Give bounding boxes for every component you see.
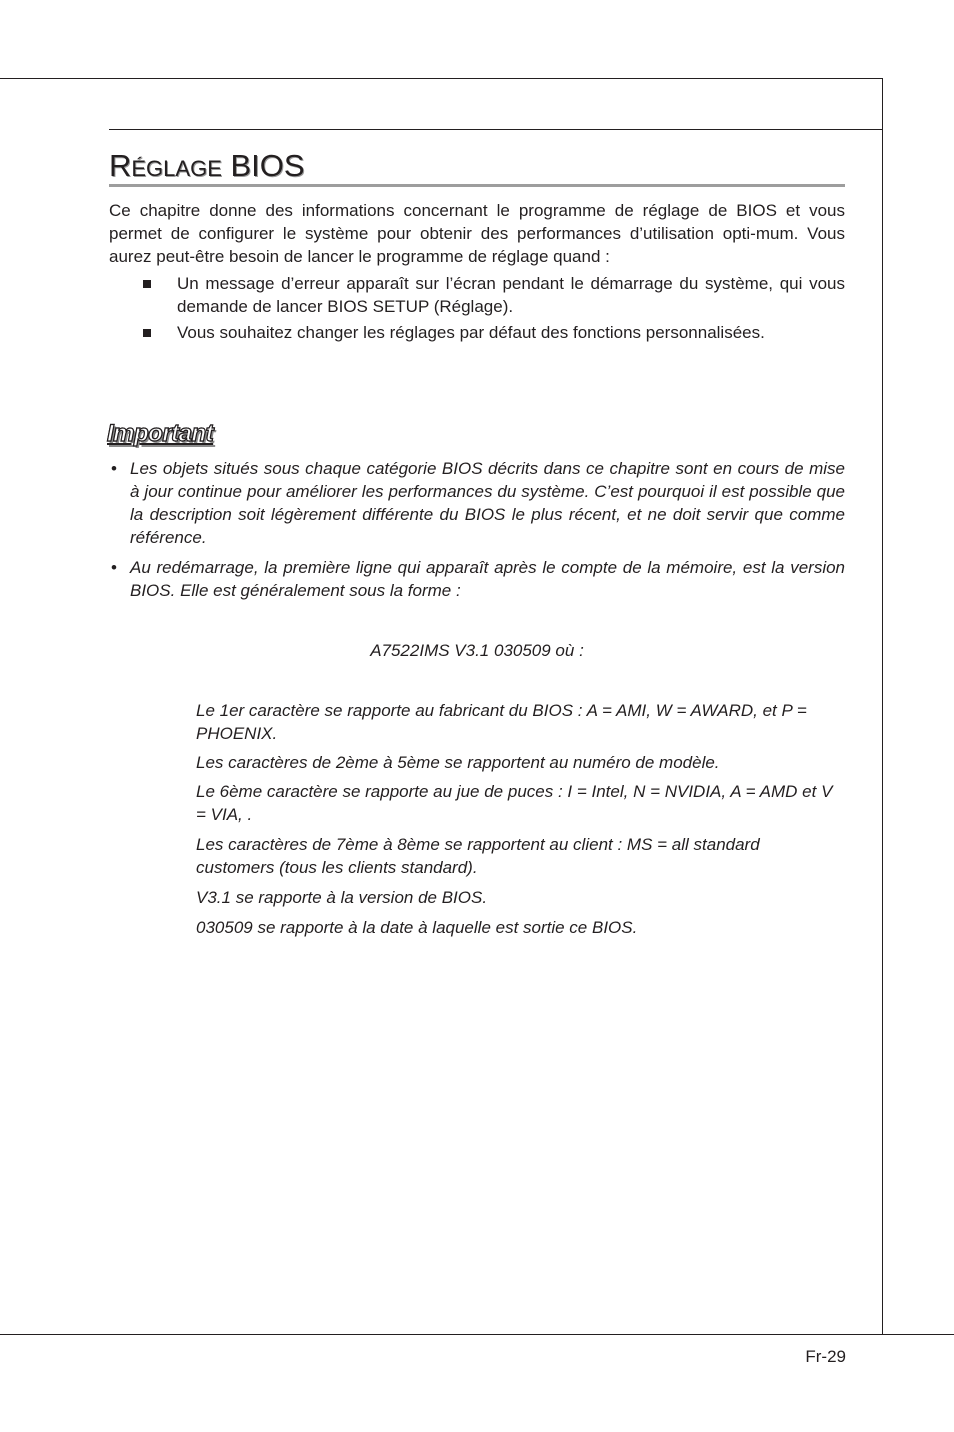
note-text: Au redémarrage, la première ligne qui apparaît après le compte de la mémoire, est la version BIOS. Elle est généralement sous la forme : [130, 558, 845, 600]
explanation-item: V3.1 se rapporte à la version de BIOS. [196, 888, 488, 907]
dot-bullet-icon: • [111, 558, 117, 577]
dot-bullet-icon: • [111, 459, 117, 478]
list-item [109, 321, 845, 344]
bios-version-string: A7522IMS V3.1 030509 où : [370, 641, 584, 660]
title-underline [109, 184, 845, 187]
important-notes [109, 556, 845, 602]
square-bullet-icon [143, 329, 151, 337]
explanation-item: Le 6ème caractère se rapporte au jue de puces : I = Intel, N = NVIDIA, A = AMD et V = VIA, . [196, 782, 833, 824]
explanation-item: Les caractères de 7ème à 8ème se rapportent au client : MS = all standard customers (tous les clients standard). [196, 835, 760, 877]
important-heading: Important [107, 420, 214, 447]
right-border-line [882, 78, 883, 1335]
explanation-item: 030509 se rapporte à la date à laquelle est sortie ce BIOS. [196, 918, 638, 937]
top-border-line [0, 78, 883, 79]
list-item [109, 272, 845, 318]
list-item-text: Vous souhaitez changer les réglages par défaut des fonctions personnalisées. [177, 323, 765, 342]
intro-paragraph: Ce chapitre donne des informations concernant le programme de réglage de BIOS et vous permet de configurer le système pour obtenir des performances d’utilisation opti-mum. Vous aurez peut-être besoin de lancer le programme de réglage quand : [109, 201, 845, 266]
section-title: Réglage BIOS [109, 148, 305, 183]
note-item [109, 457, 845, 549]
footer-divider-line [0, 1334, 954, 1335]
important-notes [109, 457, 845, 549]
page-number: Fr-29 [805, 1347, 846, 1366]
explanation-item: Le 1er caractère se rapporte au fabricant du BIOS : A = AMI, W = AWARD, et P = PHOENIX. [196, 701, 807, 743]
note-item [109, 556, 845, 602]
bullet-list [109, 272, 845, 318]
square-bullet-icon [143, 280, 151, 288]
note-text: Les objets situés sous chaque catégorie BIOS décrits dans ce chapitre sont en cours de mise à jour continue pour améliorer les performances du système. C’est pourquoi il est possible que la description soit légèrement différente du BIOS le plus récent, et ne doit servir que comme référence. [130, 459, 845, 547]
explanation-item: Les caractères de 2ème à 5ème se rapportent au numéro de modèle. [196, 753, 720, 772]
header-divider-line [109, 129, 883, 130]
list-item-text: Un message d’erreur apparaît sur l’écran pendant le démarrage du système, qui vous demande de lancer BIOS SETUP (Réglage). [177, 274, 845, 316]
bullet-list [109, 321, 845, 344]
